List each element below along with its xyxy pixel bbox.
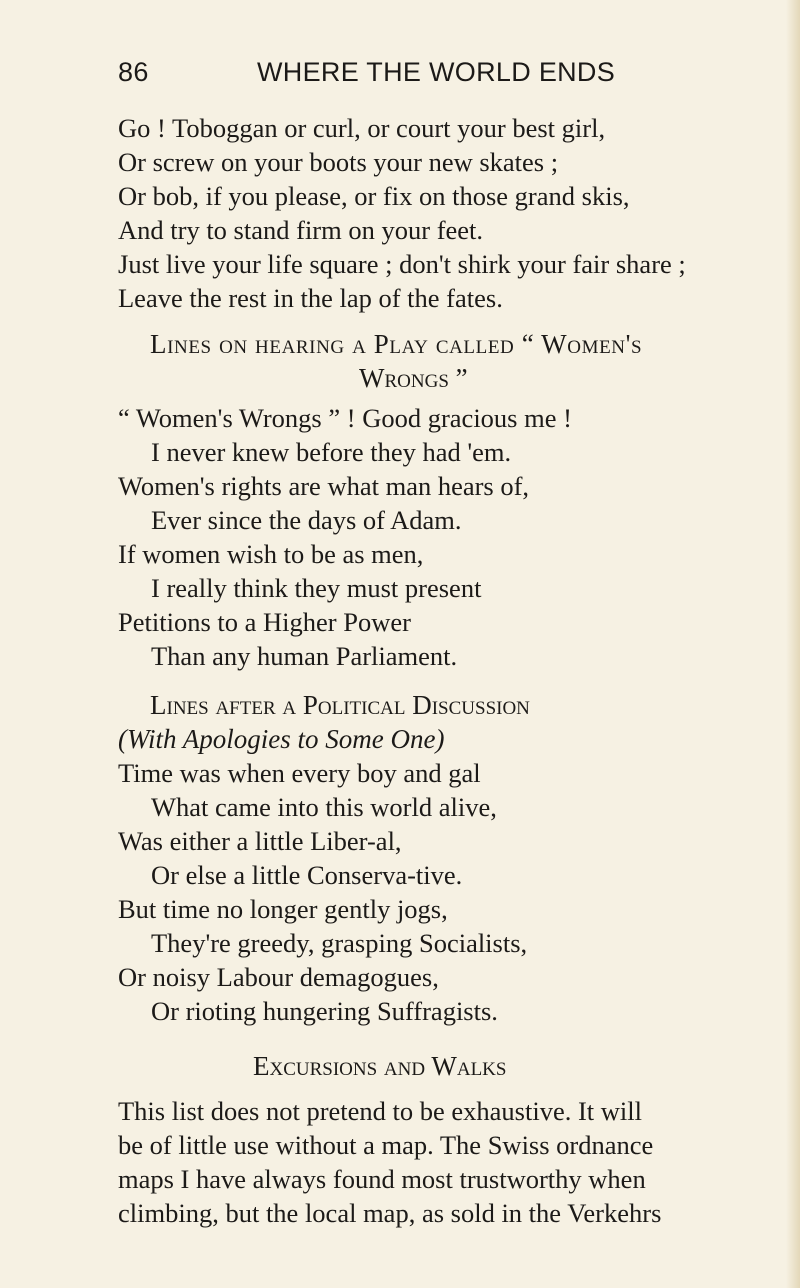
verse-line: Just live your life square ; don't shirk your fair share ; <box>118 249 686 279</box>
verse-line-rights: Women's rights are what man hears of, <box>118 471 530 501</box>
poem-subtitle: (With Apologies to Some One) <box>118 724 445 754</box>
verse-line: I never knew before they had 'em. <box>151 437 512 467</box>
verse-line: “ Women's Wrongs ” ! Good gracious me ! <box>118 403 572 433</box>
verse-line: I really think they must present <box>151 573 482 603</box>
running-header <box>0 57 800 97</box>
verse-line <box>118 469 529 503</box>
verse-line: But time no longer gently jogs, <box>118 894 448 924</box>
verse-line: They're greedy, grasping Socialists, <box>151 928 528 958</box>
verse-line: Or rioting hungering Suffragists. <box>151 996 498 1026</box>
verse-line: Petitions to a Higher Power <box>118 607 411 637</box>
verse-line: Go ! Toboggan or curl, or court your best girl, <box>118 113 606 143</box>
paragraph-line: This list does not pretend to be exhaustive. It will <box>118 1096 643 1126</box>
verse-line: Leave the rest in the lap of the fates. <box>118 283 503 313</box>
page-number: 86 <box>118 57 149 87</box>
page-edge-shadow <box>786 0 800 1288</box>
paragraph-line: be of little use without a map. The Swiss ordnance <box>118 1130 654 1160</box>
verse-line: Ever since the days of Adam. <box>151 505 462 535</box>
verse-line: Was either a little Liber-al, <box>118 826 402 856</box>
paragraph-line: climbing, but the local map, as sold in the Verkehrs <box>118 1198 662 1228</box>
poem-title: Lines after a Political Discussion <box>150 690 530 720</box>
verse-line: Than any human Parliament. <box>151 641 458 671</box>
verse-line: If women wish to be as men, <box>118 539 424 569</box>
verse-line: And try to stand firm on your feet. <box>118 215 484 245</box>
verse-line: Or screw on your boots your new skates ; <box>118 147 559 177</box>
poem-title: Lines on hearing a Play called “ Women's <box>150 329 643 359</box>
paragraph-line: maps I have always found most trustworthy when <box>118 1164 646 1194</box>
verse-line: Time was when every boy and gal <box>118 758 481 788</box>
verse-line: Or bob, if you please, or fix on those grand skis, <box>118 181 630 211</box>
section-heading: Excursions and Walks <box>253 1051 507 1081</box>
verse-line: Or else a little Conserva-tive. <box>151 860 463 890</box>
verse-line: What came into this world alive, <box>151 792 497 822</box>
verse-line: Or noisy Labour demagogues, <box>118 962 439 992</box>
running-title: WHERE THE WORLD ENDS <box>257 57 616 87</box>
poem-title-continued: Wrongs ” <box>359 363 468 393</box>
